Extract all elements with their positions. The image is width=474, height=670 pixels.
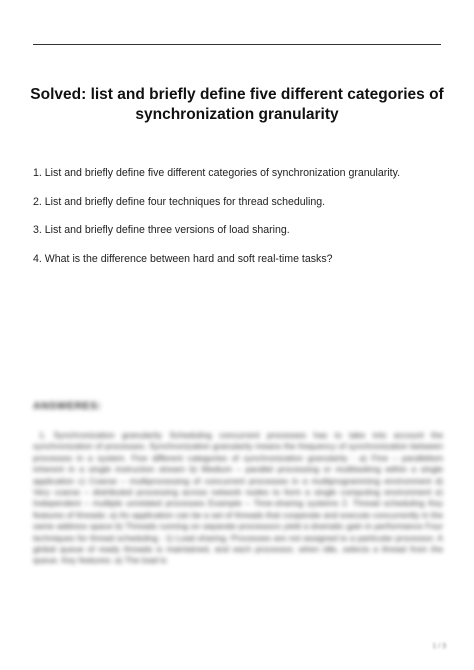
question-item: 1. List and briefly define five different categories of synchronization granularity. — [33, 167, 401, 179]
page-title: Solved: list and briefly define five different categories of synchronization granularity — [30, 86, 444, 123]
top-divider — [33, 44, 441, 45]
question-item: 3. List and briefly define three versions of load sharing. — [33, 224, 290, 236]
question-item: 4. What is the difference between hard and soft real-time tasks? — [33, 252, 333, 265]
answers-body: 1. Synchronization granularity Scheduling concurrent processes has to take into account the synchronization of processes. Synchronization granularity means the frequency of synchronization between processes in a system. Five different categories of synchronization granularity : a) Fine – parallelism inherent in a single instruction stream b) Medium – parallel processing or multitasking within a single application c) Coarse – multiprocessing of concurrent processes in a multiprogramming environment d) Very coarse – distributed processing across network nodes to form a single computing environment e) Independent – multiple unrelated processes Example – Time-sharing systems 2. Thread scheduling Key features of threads: a) An application can be a set of threads that cooperate and execute concurrently in the same address space b) Threads running on separate processors yield a dramatic gain in performance Four techniques for thread scheduling : 1) Load sharing: Processes are not assigned to a particular processor. A global queue of ready threads is maintained, and each processor, when idle, selects a thread from the queue. Key features: a) The load is — [33, 430, 443, 566]
question-item: 2. List and briefly define four techniques for thread scheduling. — [33, 195, 326, 208]
page-number: 1 / 3 — [432, 643, 446, 650]
answers-heading: ANSWERES: — [33, 400, 102, 412]
question-list — [33, 166, 443, 280]
blurred-answers-section — [33, 400, 443, 567]
